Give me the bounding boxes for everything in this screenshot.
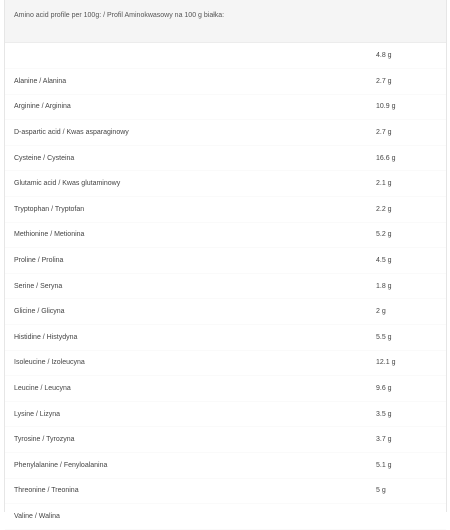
amino-acid-table bbox=[5, 43, 446, 530]
amino-acid-name: Leucine / Leucyna bbox=[5, 376, 368, 402]
table-row bbox=[5, 171, 446, 197]
table-row bbox=[5, 145, 446, 171]
table-row bbox=[5, 43, 446, 69]
amino-acid-value: 1.8 g bbox=[368, 273, 446, 299]
amino-acid-name: Arginine / Arginina bbox=[5, 94, 368, 120]
amino-acid-value bbox=[368, 504, 446, 530]
table-header bbox=[5, 0, 446, 43]
amino-acid-name: Lysine / Lizyna bbox=[5, 401, 368, 427]
table-body bbox=[5, 43, 446, 529]
table-row bbox=[5, 376, 446, 402]
table-row bbox=[5, 401, 446, 427]
amino-acid-value: 5.2 g bbox=[368, 222, 446, 248]
table-row bbox=[5, 478, 446, 504]
amino-acid-value: 4.5 g bbox=[368, 248, 446, 274]
amino-acid-name: Phenylalanine / Fenyloalanina bbox=[5, 452, 368, 478]
amino-acid-name: Valine / Walina bbox=[5, 504, 368, 530]
amino-acid-value: 5.5 g bbox=[368, 324, 446, 350]
amino-acid-name: Proline / Prolina bbox=[5, 248, 368, 274]
amino-acid-value: 2 g bbox=[368, 299, 446, 325]
amino-acid-value: 3.7 g bbox=[368, 427, 446, 453]
table-row bbox=[5, 69, 446, 95]
table-row bbox=[5, 196, 446, 222]
amino-acid-name: Threonine / Treonina bbox=[5, 478, 368, 504]
table-row bbox=[5, 248, 446, 274]
amino-acid-value: 3.5 g bbox=[368, 401, 446, 427]
amino-acid-name: Glicine / Glicyna bbox=[5, 299, 368, 325]
amino-acid-value: 2.2 g bbox=[368, 196, 446, 222]
amino-acid-table-container bbox=[4, 0, 447, 520]
amino-acid-name: Isoleucine / Izoleucyna bbox=[5, 350, 368, 376]
amino-acid-name: Serine / Seryna bbox=[5, 273, 368, 299]
amino-acid-value: 2.7 g bbox=[368, 120, 446, 146]
amino-acid-name bbox=[5, 43, 368, 69]
amino-acid-name: Tyrosine / Tyrozyna bbox=[5, 427, 368, 453]
amino-acid-name: Alanine / Alanina bbox=[5, 69, 368, 95]
amino-acid-value: 12.1 g bbox=[368, 350, 446, 376]
table-row bbox=[5, 120, 446, 146]
amino-acid-value: 5 g bbox=[368, 478, 446, 504]
amino-acid-name: Tryptophan / Tryptofan bbox=[5, 196, 368, 222]
table-row bbox=[5, 504, 446, 530]
amino-acid-name: Histidine / Histydyna bbox=[5, 324, 368, 350]
table-row bbox=[5, 222, 446, 248]
table-row bbox=[5, 324, 446, 350]
amino-acid-value: 10.9 g bbox=[368, 94, 446, 120]
table-row bbox=[5, 427, 446, 453]
table-row bbox=[5, 350, 446, 376]
table-header-title: Amino acid profile per 100g: / Profil Aminokwasowy na 100 g białka: bbox=[14, 12, 225, 19]
amino-acid-name: D-aspartic acid / Kwas asparaginowy bbox=[5, 120, 368, 146]
amino-acid-name: Methionine / Metionina bbox=[5, 222, 368, 248]
amino-acid-value: 16.6 g bbox=[368, 145, 446, 171]
amino-acid-value: 2.1 g bbox=[368, 171, 446, 197]
amino-acid-value: 4.8 g bbox=[368, 43, 446, 69]
amino-acid-value: 5.1 g bbox=[368, 452, 446, 478]
amino-acid-value: 2.7 g bbox=[368, 69, 446, 95]
amino-acid-name: Glutamic acid / Kwas glutaminowy bbox=[5, 171, 368, 197]
table-row bbox=[5, 94, 446, 120]
table-row bbox=[5, 452, 446, 478]
table-row bbox=[5, 299, 446, 325]
amino-acid-value: 9.6 g bbox=[368, 376, 446, 402]
amino-acid-name: Cysteine / Cysteina bbox=[5, 145, 368, 171]
table-row bbox=[5, 273, 446, 299]
